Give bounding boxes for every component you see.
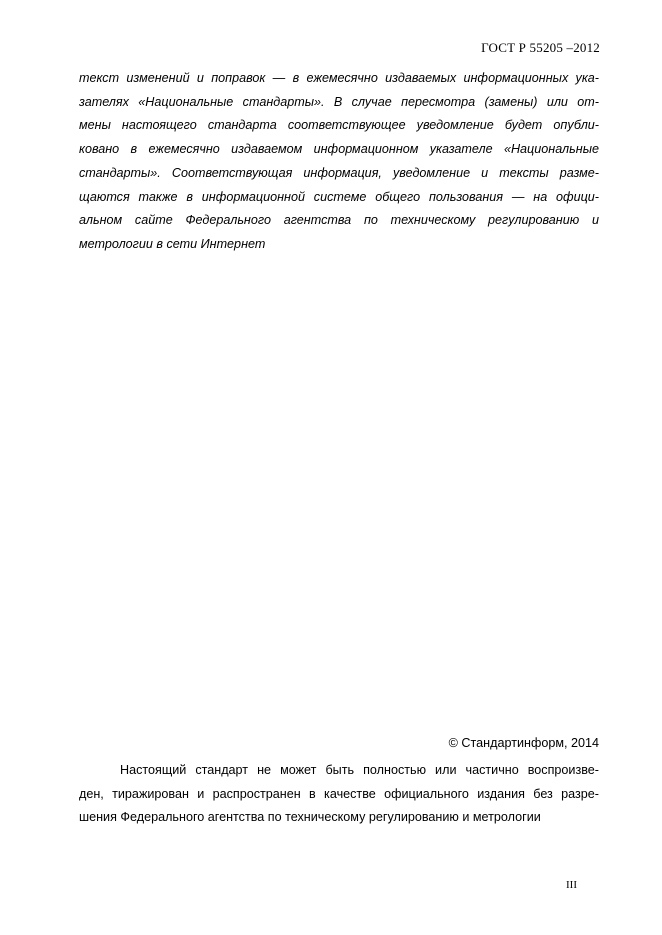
intro-paragraph <box>79 67 599 257</box>
paragraph-line: ковано в ежемесячно издаваемом информационном указателе «Национальные <box>79 142 599 157</box>
copyright-line: © Стандартинформ, 2014 <box>448 736 599 750</box>
paragraph-line: метрологии в сети Интернет <box>79 236 266 251</box>
paragraph-line: альном сайте Федерального агентства по техническому регулированию и <box>79 213 599 228</box>
paragraph-line: ден, тиражирован и распространен в качестве официального издания без разре- <box>79 786 599 801</box>
paragraph-line: мены настоящего стандарта соответствующее уведомление будет опубли- <box>79 118 599 133</box>
page-number: III <box>566 879 577 891</box>
paragraph-line: зателях «Национальные стандарты». В случае пересмотра (замены) или от- <box>79 94 599 109</box>
paragraph-line: щаются также в информационной системе общего пользования — на офици- <box>79 189 599 204</box>
paragraph-line: шения Федерального агентства по техническому регулированию и метрологии <box>79 810 541 825</box>
paragraph-line: текст изменений и поправок — в ежемесячно издаваемых информационных ука- <box>79 71 599 85</box>
notice-paragraph <box>79 759 599 830</box>
paragraph-line: стандарты». Соответствующая информация, уведомление и тексты разме- <box>79 165 599 180</box>
paragraph-line: Настоящий стандарт не может быть полностью или частично воспроизве- <box>120 763 599 777</box>
standard-code-header: ГОСТ Р 55205 –2012 <box>481 40 600 55</box>
